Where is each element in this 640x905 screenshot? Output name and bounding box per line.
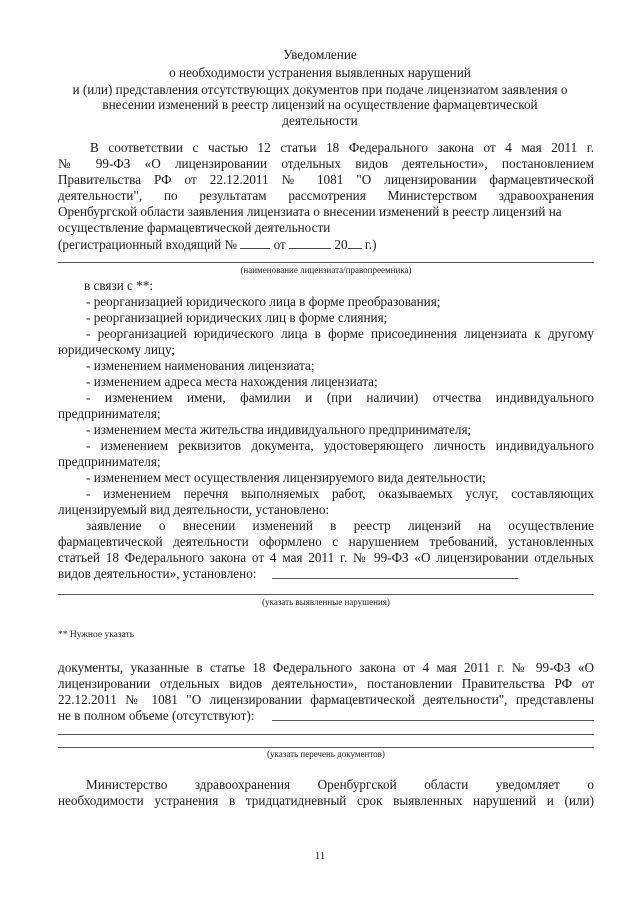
- reason-item: - реорганизацией юридического лица в форме присоединения лицензиата к другому: [86, 326, 594, 341]
- closing-line-1: Министерство здравоохранения Оренбургской области уведомляет о: [86, 777, 594, 792]
- registration-year-field[interactable]: [348, 236, 362, 249]
- reason-item: - изменением имени, фамилии и (при наличии) отчества индивидуального: [86, 390, 594, 405]
- statement-line-2: фармацевтической деятельности оформлено с нарушением требований, установленных: [58, 534, 594, 549]
- reason-item: - изменением мест осуществления лицензируемого вида деятельности;: [86, 470, 486, 485]
- title-line-3: и (или) представления отсутствующих документов при подаче лицензиатом заявления о: [72, 82, 568, 97]
- statement-line-3: статьей 18 Федерального закона от 4 мая 2011 г. № 99-ФЗ «О лицензировании отдельных: [58, 550, 594, 565]
- registration-suffix: г.): [364, 237, 377, 252]
- title-line-5: деятельности: [282, 113, 358, 128]
- reason-item: - изменением наименования лицензиата;: [86, 358, 315, 373]
- title-line-4: внесении изменений в реестр лицензий на осуществление фармацевтической: [102, 97, 538, 112]
- intro-line-4: деятельности", по результатам рассмотрения Министерством здравоохранения: [58, 188, 594, 203]
- violations-line[interactable]: [58, 594, 594, 595]
- reason-item: - реорганизацией юридического лица в форме преобразования;: [86, 294, 441, 309]
- documents-line-1: документы, указанные в статье 18 Федерального закона от 4 мая 2011 г. № 99-ФЗ «О: [58, 660, 594, 675]
- documents-fill-line-1[interactable]: [272, 720, 594, 721]
- reasons-lead: в связи с **:: [84, 278, 154, 293]
- reason-item: - изменением адреса места нахождения лицензиата;: [86, 374, 378, 389]
- violations-caption: (указать выявленные нарушения): [262, 597, 390, 607]
- closing-line-2: необходимости устранения в тридцатидневный срок выявленных нарушений и (или): [58, 793, 594, 808]
- page-number: 11: [314, 850, 326, 862]
- statement-fill-line[interactable]: [272, 578, 518, 579]
- statement-line-1: заявление о внесении изменений в реестр лицензий на осуществление: [86, 518, 594, 533]
- documents-line-4: не в полном объеме (отсутствуют):: [58, 708, 255, 723]
- registration-from-label: от: [273, 237, 286, 252]
- registration-prefix: (регистрационный входящий №: [58, 237, 238, 252]
- registration-date-field[interactable]: [289, 236, 331, 249]
- licensee-caption: (наименование лицензиата/правопреемника): [240, 265, 412, 275]
- registration-number-field[interactable]: [240, 236, 270, 249]
- intro-line-6: осуществление фармацевтической деятельности: [58, 220, 331, 235]
- reason-item: - реорганизацией юридических лиц в форме слияния;: [86, 310, 388, 325]
- footnote: ** Нужное указать: [58, 630, 135, 640]
- reason-item-continued: юридическому лицу;: [58, 342, 176, 357]
- documents-line-2: лицензировании отдельных видов деятельности», постановлении Правительства РФ от: [58, 676, 594, 691]
- intro-line-2: № 99-ФЗ «О лицензировании отдельных видов деятельности», постановлением: [58, 156, 594, 171]
- intro-line-1: В соответствии с частью 12 статьи 18 Федерального закона от 4 мая 2011 г.: [90, 140, 594, 155]
- intro-line-3: Правительства РФ от 22.12.2011 № 1081 "О лицензировании фармацевтической: [58, 172, 594, 187]
- reason-item-continued: лицензируемый вид деятельности, установлено:: [58, 502, 330, 517]
- reason-item-continued: предпринимателя;: [58, 454, 161, 469]
- registration-line: [58, 236, 377, 253]
- intro-line-5: Оренбургской области заявления лицензиата о внесении изменений в реестр лицензий на: [58, 204, 562, 219]
- reason-item: - изменением реквизитов документа, удостоверяющего личность индивидуального: [86, 438, 594, 453]
- documents-line-3: 22.12.2011 № 1081 "О лицензировании фармацевтической деятельности", представлены: [58, 692, 594, 707]
- licensee-name-line[interactable]: [58, 262, 594, 263]
- title-line-1: Уведомление: [283, 47, 357, 62]
- reason-item-continued: предпринимателя;: [58, 406, 161, 421]
- statement-line-4: видов деятельности», установлено:: [58, 566, 257, 581]
- documents-caption: (указать перечень документов): [267, 749, 385, 759]
- documents-fill-line-2[interactable]: [58, 734, 594, 735]
- title-line-2: о необходимости устранения выявленных нарушений: [169, 65, 471, 80]
- reason-item: - изменением места жительства индивидуального предпринимателя;: [86, 422, 472, 437]
- documents-fill-line-3[interactable]: [58, 747, 594, 748]
- registration-year-label: 20: [334, 237, 348, 252]
- reason-item: - изменением перечня выполняемых работ, оказываемых услуг, составляющих: [86, 486, 594, 501]
